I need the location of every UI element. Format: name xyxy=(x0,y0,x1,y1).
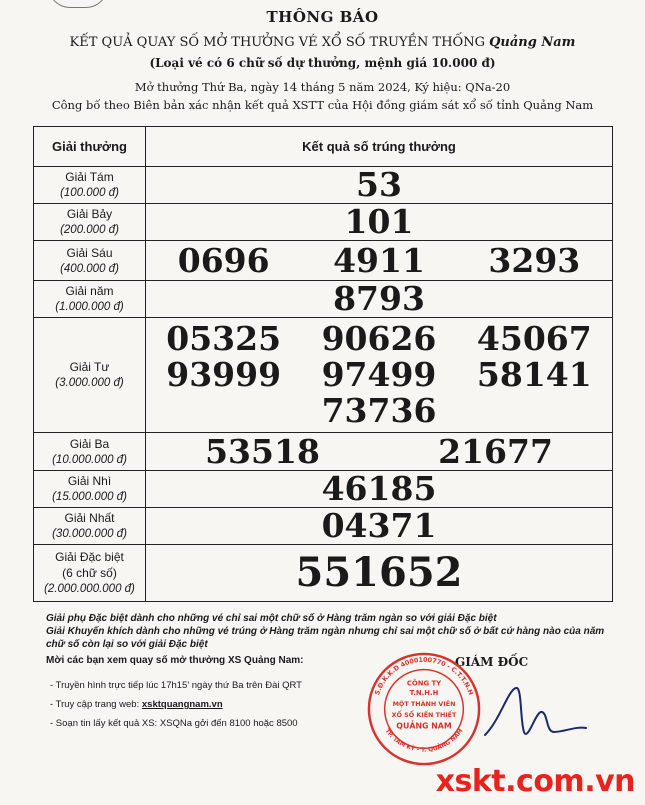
logo-corner xyxy=(48,0,108,8)
page-title: THÔNG BÁO xyxy=(266,8,379,26)
prize-value: (200.000 đ) xyxy=(60,224,119,236)
watermark: xskt.com.vn xyxy=(435,764,635,799)
prize-value: (15.000.000 đ) xyxy=(52,491,127,503)
numbers-cell xyxy=(146,241,613,281)
numbers-cell xyxy=(146,204,613,241)
note-line: Giải phụ Đặc biệt dành cho những vé chỉ sai một chữ số ở Hàng trăm ngàn so với giải Đặc biệt xyxy=(46,613,497,624)
website-link[interactable]: xsktquangnam.vn xyxy=(141,699,223,710)
prize-name: Giải Tám xyxy=(65,170,114,184)
winning-number: 0696 xyxy=(177,240,270,280)
table-row xyxy=(34,433,613,471)
table-row xyxy=(34,318,613,433)
prize-cell xyxy=(34,508,146,545)
winning-number: 58141 xyxy=(476,355,592,394)
notes xyxy=(46,612,606,651)
numbers-cell xyxy=(146,318,613,433)
winning-number: 21677 xyxy=(438,431,553,471)
col-result-header: Kết quả số trúng thưởng xyxy=(146,127,613,167)
web-prefix: - Truy cập trang web: xyxy=(50,699,140,710)
prize-cell xyxy=(34,281,146,318)
prize-value: (10.000.000 đ) xyxy=(52,453,127,466)
prize-name: Giải Bảy xyxy=(66,207,113,221)
winning-number: 8793 xyxy=(333,279,425,318)
prize-cell xyxy=(34,204,146,241)
announcement: Công bố theo Biên bản xác nhận kết quả XSTT của Hội đồng giám sát xổ số tỉnh Quảng Nam xyxy=(51,98,594,112)
prize-name: Giải Đặc biệt xyxy=(55,550,124,564)
winning-number: 53518 xyxy=(205,431,320,471)
winning-number: 45067 xyxy=(476,319,592,358)
prize-name: Giải Nhất xyxy=(64,511,115,525)
winning-number: 73736 xyxy=(321,391,437,430)
table-row xyxy=(34,167,613,204)
sms-channel: - Soạn tin lấy kết quả XS: XSQNa gởi đến 8100 hoặc 8500 xyxy=(50,718,298,729)
prize-sub: (6 chữ số) xyxy=(62,566,117,580)
tv-channel: - Truyền hình trực tiếp lúc 17h15' ngày thứ Ba trên Đài QRT xyxy=(50,680,302,691)
table-row xyxy=(34,508,613,545)
svg-text:QUẢNG NAM: QUẢNG NAM xyxy=(396,721,452,731)
special-winning-number: 551652 xyxy=(295,549,463,596)
prize-cell xyxy=(34,433,146,471)
prize-name: Giải năm xyxy=(65,284,114,298)
signature-icon xyxy=(480,680,590,750)
company-stamp-icon xyxy=(365,650,483,768)
ticket-info: (Loại vé có 6 chữ số dự thưởng, mệnh giá 10.000 đ) xyxy=(149,56,496,70)
winning-number: 93999 xyxy=(166,355,282,394)
draw-info: Mở thưởng Thứ Ba, ngày 14 tháng 5 năm 2024, Ký hiệu: QNa-20 xyxy=(134,80,511,94)
table-row xyxy=(34,204,613,241)
winning-number: 97499 xyxy=(321,355,437,394)
prize-value: (100.000 đ) xyxy=(60,187,119,199)
prize-cell xyxy=(34,241,146,281)
channels-list xyxy=(50,676,302,733)
winning-number: 101 xyxy=(344,202,414,241)
svg-text:MỘT THÀNH VIÊN: MỘT THÀNH VIÊN xyxy=(392,700,456,709)
prize-cell xyxy=(34,545,146,602)
subtitle-province: Quảng Nam xyxy=(489,35,576,50)
prize-value: (1.000.000 đ) xyxy=(55,301,124,313)
col-prize-header: Giải thưởng xyxy=(34,127,146,167)
numbers-cell xyxy=(146,545,613,602)
prize-name: Giải Tư xyxy=(69,360,110,374)
numbers-cell xyxy=(146,167,613,204)
invite-text: Mời các bạn xem quay số mở thưởng XS Quảng Nam: xyxy=(46,655,304,666)
prize-value: (400.000 đ) xyxy=(60,262,119,275)
svg-text:CÔNG TY: CÔNG TY xyxy=(406,679,442,688)
table-row xyxy=(34,545,613,602)
prize-name: Giải Nhì xyxy=(67,474,112,488)
results-table xyxy=(33,126,613,602)
table-row xyxy=(34,471,613,508)
subtitle-text: KẾT QUẢ QUAY SỐ MỞ THƯỞNG VÉ XỔ SỐ TRUYỀN THỐNG xyxy=(69,35,485,50)
svg-text:TP. TAM KỲ - T. QUẢNG NAM: TP. TAM KỲ - T. QUẢNG NAM xyxy=(383,728,465,754)
prize-cell xyxy=(34,471,146,508)
winning-number: 04371 xyxy=(321,506,437,545)
winning-number: 05325 xyxy=(166,319,282,358)
winning-number: 4911 xyxy=(333,240,425,280)
note-line: Giải Khuyến khích dành cho những vé trúng ở Hàng trăm ngàn nhưng chỉ sai một chữ số ở bất cứ hàng nào của năm chữ số còn lại so với giải Đặc biệt xyxy=(46,626,605,650)
prize-name: Giải Sáu xyxy=(66,245,113,260)
table-row xyxy=(34,281,613,318)
web-channel xyxy=(50,695,302,714)
svg-text:XỔ SỐ KIẾN THIẾT: XỔ SỐ KIẾN THIẾT xyxy=(391,710,457,719)
winning-number: 90626 xyxy=(321,319,437,358)
numbers-cell xyxy=(146,471,613,508)
prize-value: (2.000.000.000 đ) xyxy=(44,583,135,595)
prize-cell xyxy=(34,318,146,433)
winning-number: 3293 xyxy=(488,240,581,280)
svg-text:T.N.H.H: T.N.H.H xyxy=(409,689,439,698)
prize-value: (3.000.000 đ) xyxy=(55,377,124,389)
winning-number: 46185 xyxy=(321,469,437,508)
director-title: GIÁM ĐỐC xyxy=(455,655,529,669)
prize-cell xyxy=(34,167,146,204)
page-subtitle xyxy=(0,35,645,50)
table-row xyxy=(34,241,613,281)
numbers-cell xyxy=(146,508,613,545)
winning-number: 53 xyxy=(356,165,402,204)
prize-name: Giải Ba xyxy=(69,436,110,451)
prize-value: (30.000.000 đ) xyxy=(52,528,127,540)
numbers-cell xyxy=(146,433,613,471)
numbers-cell xyxy=(146,281,613,318)
svg-text:S.Đ.K.K.D 4000100770 - C.T.T.N: S.Đ.K.K.D 4000100770 - C.T.T.N.H xyxy=(373,655,475,697)
